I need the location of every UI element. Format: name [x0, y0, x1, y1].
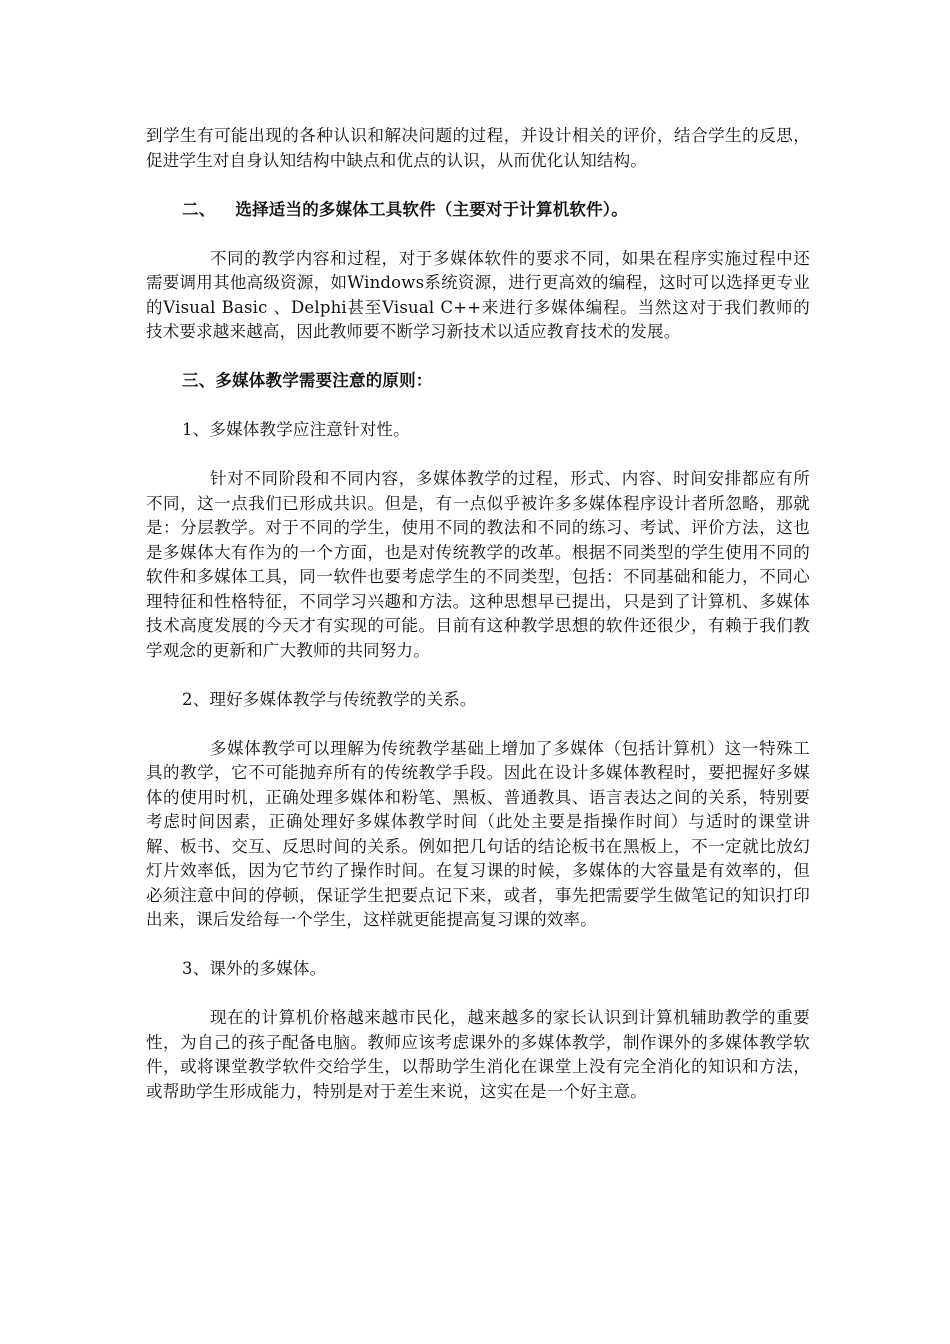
- section-heading-3: 三、多媒体教学需要注意的原则：: [182, 371, 433, 390]
- section-heading-2: [146, 198, 810, 223]
- section-heading-2-number: 二、: [182, 199, 216, 219]
- document-body: [146, 124, 810, 1129]
- section-heading-2-text: 选择适当的多媒体工具软件（主要对于计算机软件）。: [235, 199, 628, 219]
- paragraph-intro: 到学生有可能出现的各种认识和解决问题的过程，并设计相关的评价，结合学生的反思，促进学生对自身认知结构中缺点和优点的认识，从而优化认知结构。: [146, 126, 810, 170]
- paragraph-tools: 不同的教学内容和过程，对于多媒体软件的要求不同，如果在程序实施过程中还需要调用其他高级资源，如Windows系统资源，进行更高效的编程，这时可以选择更专业的Visual Basic 、Delphi甚至Visual C++来进行多媒体编程。当然这对于我们教师的技术要求越来越高，因此教师要不断学习新技术以适应教育技术的发展。: [146, 248, 810, 341]
- paragraph-targeting: 针对不同阶段和不同内容，多媒体教学的过程，形式、内容、时间安排都应有所不同，这一点我们已形成共识。但是，有一点似乎被许多多媒体程序设计者所忽略，那就是：分层教学。对于不同的学生，使用不同的教法和不同的练习、考试、评价方法，这也是多媒体大有作为的一个方面，也是对传统教学的改革。根据不同类型的学生使用不同的软件和多媒体工具，同一软件也要考虑学生的不同类型，包括：不同基础和能力，不同心理特征和性格特征，不同学习兴趣和方法。这种思想早已提出，只是到了计算机、多媒体技术高度发展的今天才有实现的可能。目前有这种教学思想的软件还很少，有赖于我们教学观念的更新和广大教师的共同努力。: [146, 469, 810, 660]
- paragraph-traditional: 多媒体教学可以理解为传统教学基础上增加了多媒体（包括计算机）这一特殊工具的教学，它不可能抛弃所有的传统教学手段。因此在设计多媒体教程时，要把握好多媒体的使用时机，正确处理多媒体和粉笔、黑板、普通教具、语言表达之间的关系，特别要考虑时间因素，正确处理好多媒体教学时间（此处主要是指操作时间）与适时的课堂讲解、板书、交互、反思时间的关系。例如把几句话的结论板书在黑板上，不一定就比放幻灯片效率低，因为它节约了操作时间。在复习课的时候，多媒体的大容量是有效率的，但必须注意中间的停顿，保证学生把要点记下来，或者，事先把需要学生做笔记的知识打印出来，课后发给每一个学生，这样就更能提高复习课的效率。: [146, 738, 810, 929]
- subheading-3: 3、课外的多媒体。: [182, 959, 327, 978]
- subheading-2: 2、理好多媒体教学与传统教学的关系。: [182, 689, 477, 709]
- paragraph-extracurricular: 现在的计算机价格越来越市民化，越来越多的家长认识到计算机辅助教学的重要性，为自己的孩子配备电脑。教师应该考虑课外的多媒体教学，制作课外的多媒体教学软件，或将课堂教学软件交给学生，以帮助学生消化在课堂上没有完全消化的知识和方法，或帮助学生形成能力，特别是对于差生来说，这实在是一个好主意。: [146, 1008, 810, 1101]
- subheading-1: 1、多媒体教学应注意针对性。: [182, 420, 410, 439]
